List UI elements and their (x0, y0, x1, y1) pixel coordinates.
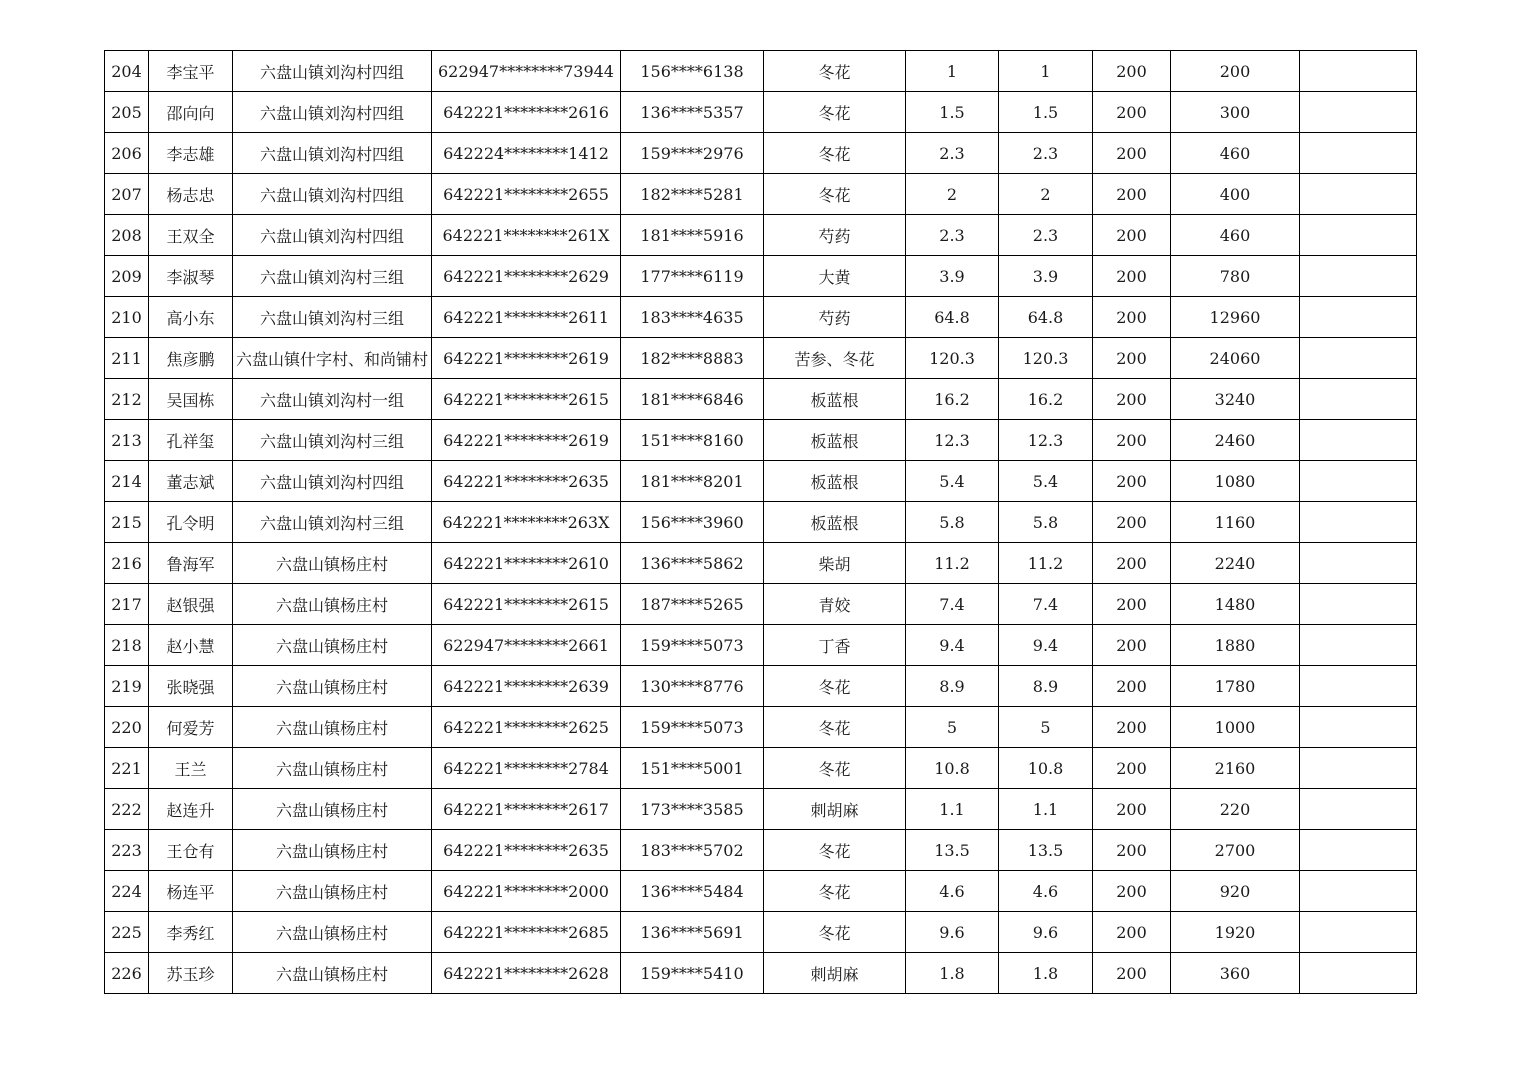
rate-cell: 200 (1093, 748, 1171, 789)
area-cell: 2 (906, 174, 999, 215)
seq-no-cell: 206 (105, 133, 149, 174)
phone-cell: 159****2976 (621, 133, 764, 174)
area-cell: 8.9 (906, 666, 999, 707)
verified-area-cell: 12.3 (999, 420, 1093, 461)
table-row (105, 379, 1417, 420)
address-cell: 六盘山镇刘沟村四组 (233, 174, 432, 215)
crop-cell: 冬花 (764, 92, 906, 133)
table-row (105, 912, 1417, 953)
table-row (105, 256, 1417, 297)
verified-area-cell: 9.4 (999, 625, 1093, 666)
crop-cell: 冬花 (764, 174, 906, 215)
crop-cell: 芍药 (764, 297, 906, 338)
seq-no-cell: 213 (105, 420, 149, 461)
id-number-cell: 642221********2616 (432, 92, 621, 133)
address-cell: 六盘山镇杨庄村 (233, 666, 432, 707)
table-row (105, 461, 1417, 502)
seq-no-cell: 205 (105, 92, 149, 133)
table-row (105, 420, 1417, 461)
name-cell: 吴国栋 (149, 379, 233, 420)
address-cell: 六盘山镇刘沟村四组 (233, 133, 432, 174)
rate-cell: 200 (1093, 215, 1171, 256)
rate-cell: 200 (1093, 133, 1171, 174)
data-table (104, 50, 1417, 994)
seq-no-cell: 219 (105, 666, 149, 707)
seq-no-cell: 209 (105, 256, 149, 297)
phone-cell: 181****5916 (621, 215, 764, 256)
verified-area-cell: 4.6 (999, 871, 1093, 912)
address-cell: 六盘山镇刘沟村三组 (233, 297, 432, 338)
seq-no-cell: 210 (105, 297, 149, 338)
name-cell: 孔祥玺 (149, 420, 233, 461)
amount-cell: 2160 (1171, 748, 1300, 789)
crop-cell: 冬花 (764, 912, 906, 953)
table-row (105, 707, 1417, 748)
area-cell: 1.8 (906, 953, 999, 994)
crop-cell: 刺胡麻 (764, 789, 906, 830)
area-cell: 4.6 (906, 871, 999, 912)
address-cell: 六盘山镇刘沟村一组 (233, 379, 432, 420)
seq-no-cell: 226 (105, 953, 149, 994)
id-number-cell: 642221********2611 (432, 297, 621, 338)
remark-cell (1300, 338, 1417, 379)
area-cell: 2.3 (906, 133, 999, 174)
id-number-cell: 642221********263X (432, 502, 621, 543)
area-cell: 7.4 (906, 584, 999, 625)
id-number-cell: 642221********2784 (432, 748, 621, 789)
address-cell: 六盘山镇杨庄村 (233, 543, 432, 584)
verified-area-cell: 5.8 (999, 502, 1093, 543)
crop-cell: 青姣 (764, 584, 906, 625)
table-row (105, 502, 1417, 543)
phone-cell: 159****5073 (621, 625, 764, 666)
phone-cell: 151****5001 (621, 748, 764, 789)
verified-area-cell: 5 (999, 707, 1093, 748)
verified-area-cell: 2.3 (999, 133, 1093, 174)
crop-cell: 冬花 (764, 707, 906, 748)
address-cell: 六盘山镇刘沟村四组 (233, 215, 432, 256)
amount-cell: 24060 (1171, 338, 1300, 379)
rate-cell: 200 (1093, 912, 1171, 953)
seq-no-cell: 216 (105, 543, 149, 584)
verified-area-cell: 1 (999, 51, 1093, 92)
verified-area-cell: 10.8 (999, 748, 1093, 789)
address-cell: 六盘山镇杨庄村 (233, 789, 432, 830)
phone-cell: 159****5410 (621, 953, 764, 994)
crop-cell: 柴胡 (764, 543, 906, 584)
id-number-cell: 642221********2625 (432, 707, 621, 748)
crop-cell: 芍药 (764, 215, 906, 256)
address-cell: 六盘山镇刘沟村四组 (233, 92, 432, 133)
address-cell: 六盘山镇杨庄村 (233, 625, 432, 666)
id-number-cell: 642221********261X (432, 215, 621, 256)
area-cell: 16.2 (906, 379, 999, 420)
phone-cell: 181****8201 (621, 461, 764, 502)
crop-cell: 板蓝根 (764, 420, 906, 461)
name-cell: 张晓强 (149, 666, 233, 707)
crop-cell: 板蓝根 (764, 379, 906, 420)
phone-cell: 159****5073 (621, 707, 764, 748)
verified-area-cell: 7.4 (999, 584, 1093, 625)
address-cell: 六盘山镇刘沟村四组 (233, 51, 432, 92)
address-cell: 六盘山镇杨庄村 (233, 830, 432, 871)
amount-cell: 3240 (1171, 379, 1300, 420)
amount-cell: 220 (1171, 789, 1300, 830)
amount-cell: 1480 (1171, 584, 1300, 625)
verified-area-cell: 64.8 (999, 297, 1093, 338)
crop-cell: 大黄 (764, 256, 906, 297)
crop-cell: 丁香 (764, 625, 906, 666)
crop-cell: 冬花 (764, 871, 906, 912)
verified-area-cell: 11.2 (999, 543, 1093, 584)
id-number-cell: 642221********2655 (432, 174, 621, 215)
remark-cell (1300, 830, 1417, 871)
rate-cell: 200 (1093, 174, 1171, 215)
phone-cell: 181****6846 (621, 379, 764, 420)
table-row (105, 338, 1417, 379)
remark-cell (1300, 215, 1417, 256)
remark-cell (1300, 871, 1417, 912)
name-cell: 李秀红 (149, 912, 233, 953)
name-cell: 杨连平 (149, 871, 233, 912)
seq-no-cell: 217 (105, 584, 149, 625)
id-number-cell: 622947********2661 (432, 625, 621, 666)
table-row (105, 215, 1417, 256)
address-cell: 六盘山镇刘沟村三组 (233, 502, 432, 543)
address-cell: 六盘山镇刘沟村三组 (233, 420, 432, 461)
phone-cell: 183****4635 (621, 297, 764, 338)
phone-cell: 130****8776 (621, 666, 764, 707)
amount-cell: 200 (1171, 51, 1300, 92)
id-number-cell: 642221********2628 (432, 953, 621, 994)
area-cell: 1 (906, 51, 999, 92)
seq-no-cell: 211 (105, 338, 149, 379)
verified-area-cell: 1.1 (999, 789, 1093, 830)
amount-cell: 460 (1171, 133, 1300, 174)
rate-cell: 200 (1093, 707, 1171, 748)
name-cell: 苏玉珍 (149, 953, 233, 994)
phone-cell: 136****5484 (621, 871, 764, 912)
rate-cell: 200 (1093, 543, 1171, 584)
seq-no-cell: 208 (105, 215, 149, 256)
remark-cell (1300, 420, 1417, 461)
table-row (105, 748, 1417, 789)
amount-cell: 780 (1171, 256, 1300, 297)
address-cell: 六盘山镇杨庄村 (233, 748, 432, 789)
id-number-cell: 642221********2610 (432, 543, 621, 584)
table-row (105, 871, 1417, 912)
phone-cell: 183****5702 (621, 830, 764, 871)
rate-cell: 200 (1093, 584, 1171, 625)
table-row (105, 133, 1417, 174)
remark-cell (1300, 584, 1417, 625)
verified-area-cell: 1.8 (999, 953, 1093, 994)
table-row (105, 625, 1417, 666)
rate-cell: 200 (1093, 420, 1171, 461)
seq-no-cell: 212 (105, 379, 149, 420)
seq-no-cell: 224 (105, 871, 149, 912)
verified-area-cell: 9.6 (999, 912, 1093, 953)
remark-cell (1300, 256, 1417, 297)
crop-cell: 冬花 (764, 748, 906, 789)
seq-no-cell: 223 (105, 830, 149, 871)
table-row (105, 543, 1417, 584)
name-cell: 李志雄 (149, 133, 233, 174)
verified-area-cell: 2 (999, 174, 1093, 215)
remark-cell (1300, 502, 1417, 543)
id-number-cell: 642221********2000 (432, 871, 621, 912)
rate-cell: 200 (1093, 830, 1171, 871)
name-cell: 焦彦鹏 (149, 338, 233, 379)
area-cell: 5.8 (906, 502, 999, 543)
crop-cell: 冬花 (764, 133, 906, 174)
table-row (105, 789, 1417, 830)
rate-cell: 200 (1093, 871, 1171, 912)
id-number-cell: 642221********2635 (432, 830, 621, 871)
seq-no-cell: 225 (105, 912, 149, 953)
rate-cell: 200 (1093, 502, 1171, 543)
seq-no-cell: 207 (105, 174, 149, 215)
name-cell: 赵银强 (149, 584, 233, 625)
area-cell: 5.4 (906, 461, 999, 502)
crop-cell: 刺胡麻 (764, 953, 906, 994)
verified-area-cell: 1.5 (999, 92, 1093, 133)
rate-cell: 200 (1093, 625, 1171, 666)
table-body (105, 51, 1417, 994)
phone-cell: 136****5357 (621, 92, 764, 133)
phone-cell: 136****5862 (621, 543, 764, 584)
crop-cell: 冬花 (764, 666, 906, 707)
amount-cell: 2240 (1171, 543, 1300, 584)
area-cell: 13.5 (906, 830, 999, 871)
verified-area-cell: 3.9 (999, 256, 1093, 297)
remark-cell (1300, 174, 1417, 215)
name-cell: 邵向向 (149, 92, 233, 133)
name-cell: 高小东 (149, 297, 233, 338)
rate-cell: 200 (1093, 51, 1171, 92)
address-cell: 六盘山镇杨庄村 (233, 707, 432, 748)
phone-cell: 156****6138 (621, 51, 764, 92)
phone-cell: 173****3585 (621, 789, 764, 830)
seq-no-cell: 221 (105, 748, 149, 789)
phone-cell: 136****5691 (621, 912, 764, 953)
phone-cell: 187****5265 (621, 584, 764, 625)
id-number-cell: 642224********1412 (432, 133, 621, 174)
table-row (105, 584, 1417, 625)
name-cell: 杨志忠 (149, 174, 233, 215)
remark-cell (1300, 625, 1417, 666)
id-number-cell: 642221********2685 (432, 912, 621, 953)
area-cell: 3.9 (906, 256, 999, 297)
address-cell: 六盘山镇杨庄村 (233, 953, 432, 994)
remark-cell (1300, 912, 1417, 953)
rate-cell: 200 (1093, 666, 1171, 707)
crop-cell: 冬花 (764, 830, 906, 871)
phone-cell: 151****8160 (621, 420, 764, 461)
crop-cell: 苦参、冬花 (764, 338, 906, 379)
name-cell: 王仓有 (149, 830, 233, 871)
rate-cell: 200 (1093, 379, 1171, 420)
verified-area-cell: 120.3 (999, 338, 1093, 379)
rate-cell: 200 (1093, 953, 1171, 994)
id-number-cell: 642221********2617 (432, 789, 621, 830)
amount-cell: 400 (1171, 174, 1300, 215)
rate-cell: 200 (1093, 789, 1171, 830)
verified-area-cell: 16.2 (999, 379, 1093, 420)
area-cell: 1.5 (906, 92, 999, 133)
phone-cell: 182****5281 (621, 174, 764, 215)
rate-cell: 200 (1093, 461, 1171, 502)
area-cell: 64.8 (906, 297, 999, 338)
remark-cell (1300, 666, 1417, 707)
crop-cell: 板蓝根 (764, 461, 906, 502)
area-cell: 10.8 (906, 748, 999, 789)
remark-cell (1300, 133, 1417, 174)
seq-no-cell: 204 (105, 51, 149, 92)
seq-no-cell: 218 (105, 625, 149, 666)
phone-cell: 182****8883 (621, 338, 764, 379)
table-row (105, 830, 1417, 871)
address-cell: 六盘山镇什字村、和尚铺村 (233, 338, 432, 379)
remark-cell (1300, 51, 1417, 92)
name-cell: 孔令明 (149, 502, 233, 543)
seq-no-cell: 220 (105, 707, 149, 748)
id-number-cell: 642221********2619 (432, 338, 621, 379)
remark-cell (1300, 543, 1417, 584)
amount-cell: 1160 (1171, 502, 1300, 543)
amount-cell: 1000 (1171, 707, 1300, 748)
seq-no-cell: 214 (105, 461, 149, 502)
area-cell: 11.2 (906, 543, 999, 584)
remark-cell (1300, 953, 1417, 994)
table-row (105, 953, 1417, 994)
area-cell: 9.6 (906, 912, 999, 953)
address-cell: 六盘山镇刘沟村四组 (233, 461, 432, 502)
area-cell: 9.4 (906, 625, 999, 666)
address-cell: 六盘山镇杨庄村 (233, 912, 432, 953)
table-row (105, 666, 1417, 707)
amount-cell: 1780 (1171, 666, 1300, 707)
remark-cell (1300, 707, 1417, 748)
seq-no-cell: 222 (105, 789, 149, 830)
rate-cell: 200 (1093, 338, 1171, 379)
amount-cell: 12960 (1171, 297, 1300, 338)
amount-cell: 920 (1171, 871, 1300, 912)
verified-area-cell: 2.3 (999, 215, 1093, 256)
table-row (105, 92, 1417, 133)
area-cell: 120.3 (906, 338, 999, 379)
remark-cell (1300, 789, 1417, 830)
id-number-cell: 642221********2639 (432, 666, 621, 707)
name-cell: 李宝平 (149, 51, 233, 92)
phone-cell: 177****6119 (621, 256, 764, 297)
area-cell: 1.1 (906, 789, 999, 830)
rate-cell: 200 (1093, 297, 1171, 338)
name-cell: 王兰 (149, 748, 233, 789)
area-cell: 5 (906, 707, 999, 748)
amount-cell: 1920 (1171, 912, 1300, 953)
name-cell: 赵小慧 (149, 625, 233, 666)
amount-cell: 360 (1171, 953, 1300, 994)
id-number-cell: 642221********2615 (432, 584, 621, 625)
phone-cell: 156****3960 (621, 502, 764, 543)
name-cell: 李淑琴 (149, 256, 233, 297)
name-cell: 鲁海军 (149, 543, 233, 584)
name-cell: 王双全 (149, 215, 233, 256)
table-row (105, 51, 1417, 92)
amount-cell: 300 (1171, 92, 1300, 133)
verified-area-cell: 5.4 (999, 461, 1093, 502)
amount-cell: 2460 (1171, 420, 1300, 461)
area-cell: 12.3 (906, 420, 999, 461)
amount-cell: 1080 (1171, 461, 1300, 502)
remark-cell (1300, 461, 1417, 502)
amount-cell: 2700 (1171, 830, 1300, 871)
remark-cell (1300, 297, 1417, 338)
crop-cell: 冬花 (764, 51, 906, 92)
amount-cell: 1880 (1171, 625, 1300, 666)
address-cell: 六盘山镇刘沟村三组 (233, 256, 432, 297)
verified-area-cell: 8.9 (999, 666, 1093, 707)
id-number-cell: 642221********2629 (432, 256, 621, 297)
name-cell: 赵连升 (149, 789, 233, 830)
area-cell: 2.3 (906, 215, 999, 256)
address-cell: 六盘山镇杨庄村 (233, 584, 432, 625)
table-row (105, 174, 1417, 215)
remark-cell (1300, 379, 1417, 420)
id-number-cell: 642221********2615 (432, 379, 621, 420)
remark-cell (1300, 748, 1417, 789)
rate-cell: 200 (1093, 92, 1171, 133)
table-row (105, 297, 1417, 338)
rate-cell: 200 (1093, 256, 1171, 297)
remark-cell (1300, 92, 1417, 133)
name-cell: 何爱芳 (149, 707, 233, 748)
verified-area-cell: 13.5 (999, 830, 1093, 871)
name-cell: 董志斌 (149, 461, 233, 502)
seq-no-cell: 215 (105, 502, 149, 543)
id-number-cell: 642221********2619 (432, 420, 621, 461)
id-number-cell: 622947********73944 (432, 51, 621, 92)
amount-cell: 460 (1171, 215, 1300, 256)
address-cell: 六盘山镇杨庄村 (233, 871, 432, 912)
id-number-cell: 642221********2635 (432, 461, 621, 502)
crop-cell: 板蓝根 (764, 502, 906, 543)
